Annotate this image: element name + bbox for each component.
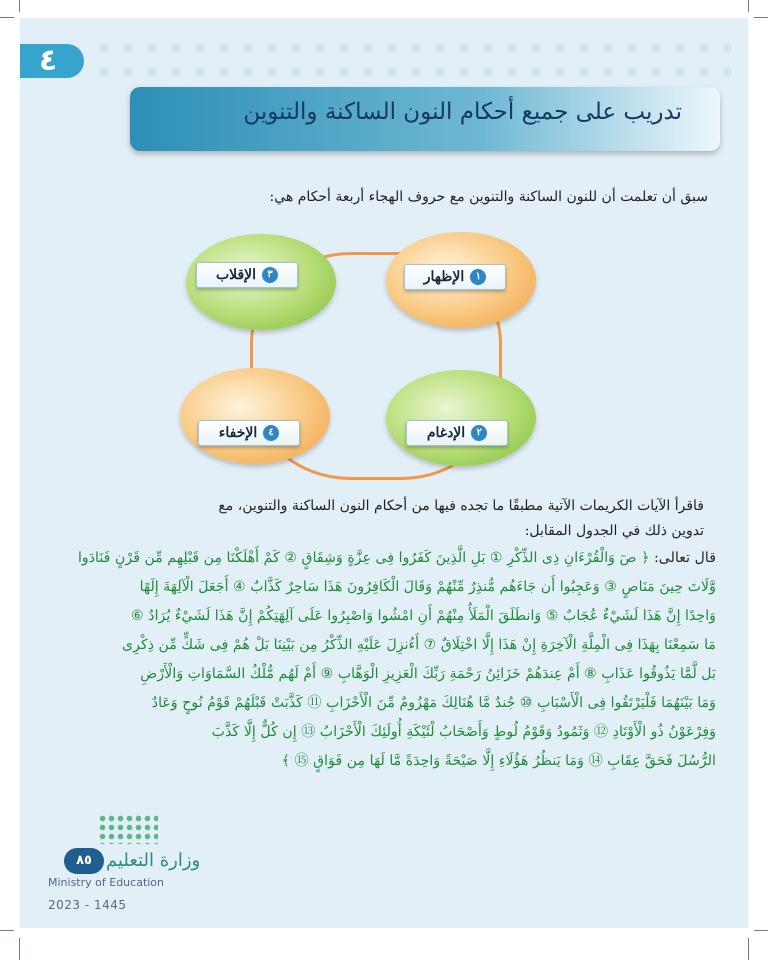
verse-line: وَّلَاتَ حِينَ مَنَاصٍ ③ وَعَجِبُوا أَن جَاءَهُم مُّنذِرٌ مِّنْهُمْ وَقَالَ الْكَافِرُونَ هَذَا سَاحِرٌ كَذَّابٌ ④ أَجَعَلَ الْآلِهَةَ إِلَهًا [139, 579, 716, 595]
verse-line: الرُّسُلَ فَحَقَّ عِقَابِ ⑭ وَمَا يَنظُرُ هَؤُلَاءِ إِلَّا صَيْحَةً وَاحِدَةً مَّا لَهَا مِن فَوَاقٍ ⑮ ﴾ [281, 753, 716, 769]
lesson-number: ٤ [38, 43, 58, 78]
verse-line: بَل لَّمَّا يَذُوقُوا عَذَابِ ⑧ أَمْ عِندَهُمْ خَزَائِنُ رَحْمَةِ رَبِّكَ الْعَزِيزِ الْوَهَّابِ ⑨ أَمْ لَهُم مُّلْكُ السَّمَاوَاتِ وَالْأَرْضِ [140, 666, 716, 682]
verse-line: وَاحِدًا إِنَّ هَذَا لَشَيْءٌ عُجَابٌ ⑤ وَانطَلَقَ الْمَلَأُ مِنْهُمْ أَنِ امْشُوا وَاصْبِرُوا عَلَى آلِهَتِكُمْ إِنَّ هَذَا لَشَيْءٌ يُرَادُ ⑥ [131, 608, 716, 624]
crop-mark [748, 938, 749, 960]
ministry-name-en: Ministry of Education [48, 876, 165, 889]
ministry-logo-dots [98, 814, 158, 844]
rule-label-text: الإخفاء [218, 425, 258, 441]
rule-number-badge: ٣ [262, 267, 278, 283]
crop-mark [19, 0, 20, 12]
page-title: تدريب على جميع أحكام النون الساكنة والتنوين [243, 99, 682, 125]
decorative-pattern [92, 36, 732, 84]
petal-ikhfa [180, 368, 330, 464]
rule-number-badge: ٢ [471, 425, 487, 441]
qala-label: قال تعالى: [654, 550, 716, 566]
rule-number-badge: ٤ [263, 425, 279, 441]
edition-year: 2023 - 1445 [48, 898, 127, 912]
verse-text: ﴿ صٓ وَالْقُرْءَانِ ذِى الذِّكْرِ ① بَلِ الَّذِينَ كَفَرُوا فِى عِزَّةٍ وَشِقَاقٍ ② كَمْ أَهْلَكْنَا مِن قَبْلِهِم مِّن قَرْنٍ فَنَادَوا [77, 550, 650, 566]
crop-mark [748, 0, 749, 12]
title-banner [130, 87, 720, 151]
crop-mark [754, 930, 768, 931]
crop-mark [754, 17, 768, 18]
petal-idgham [386, 370, 536, 466]
rule-number-badge: ١ [470, 269, 486, 285]
instructions [144, 494, 704, 544]
rule-label-ikhfa [198, 420, 300, 446]
rules-diagram [180, 230, 580, 480]
rule-label-text: الإقلاب [215, 267, 257, 283]
verse-line: مَا سَمِعْنَا بِهَذَا فِى الْمِلَّةِ الْآخِرَةِ إِنْ هَذَا إِلَّا اخْتِلَاقٌ ⑦ أَءُنزِلَ عَلَيْهِ الذِّكْرُ مِن بَيْنِنَا بَلْ هُمْ فِى شَكٍّ مِّن ذِكْرِى [122, 637, 716, 653]
intro-text: سبق أن تعلمت أن للنون الساكنة والتنوين مع حروف الهجاء أربعة أحكام هي: [269, 189, 708, 205]
crop-mark [0, 930, 14, 931]
instructions-line: تدوين ذلك في الجدول المقابل: [524, 523, 704, 539]
page-number: ٨٥ [64, 848, 104, 874]
rule-label-text: الإظهار [423, 269, 465, 285]
rule-label-iqlab [196, 262, 298, 288]
verse-line [40, 544, 716, 573]
rule-label-izhar [404, 264, 506, 290]
crop-mark [19, 938, 20, 960]
rule-label-text: الإدغام [426, 425, 466, 441]
ministry-name-ar: وزارة التعليم [106, 850, 201, 871]
rule-label-idgham [406, 420, 508, 446]
instructions-line: فاقرأ الآيات الكريمات الآتية مطبقًا ما تجده فيها من أحكام النون الساكنة والتنوين، مع [218, 498, 704, 514]
verse-line: وَفِرْعَوْنُ ذُو الْأَوْتَادِ ⑫ وَثَمُودُ وَقَوْمُ لُوطٍ وَأَصْحَابُ لْئَيْكَةِ أُولَئِكَ الْأَحْزَابُ ⑬ إِن كُلٌّ إِلَّا كَذَّبَ [211, 724, 716, 740]
verse-line: وَمَا بَيْنَهُمَا فَلْيَرْتَقُوا فِى الْأَسْبَابِ ⑩ جُندٌ مَّا هُنَالِكَ مَهْزُومٌ مِّنَ الْأَحْزَابِ ⑪ كَذَّبَتْ قَبْلَهُمْ قَوْمُ نُوحٍ وَعَادٌ [151, 695, 716, 711]
crop-mark [0, 17, 14, 18]
quran-verses [40, 544, 716, 776]
